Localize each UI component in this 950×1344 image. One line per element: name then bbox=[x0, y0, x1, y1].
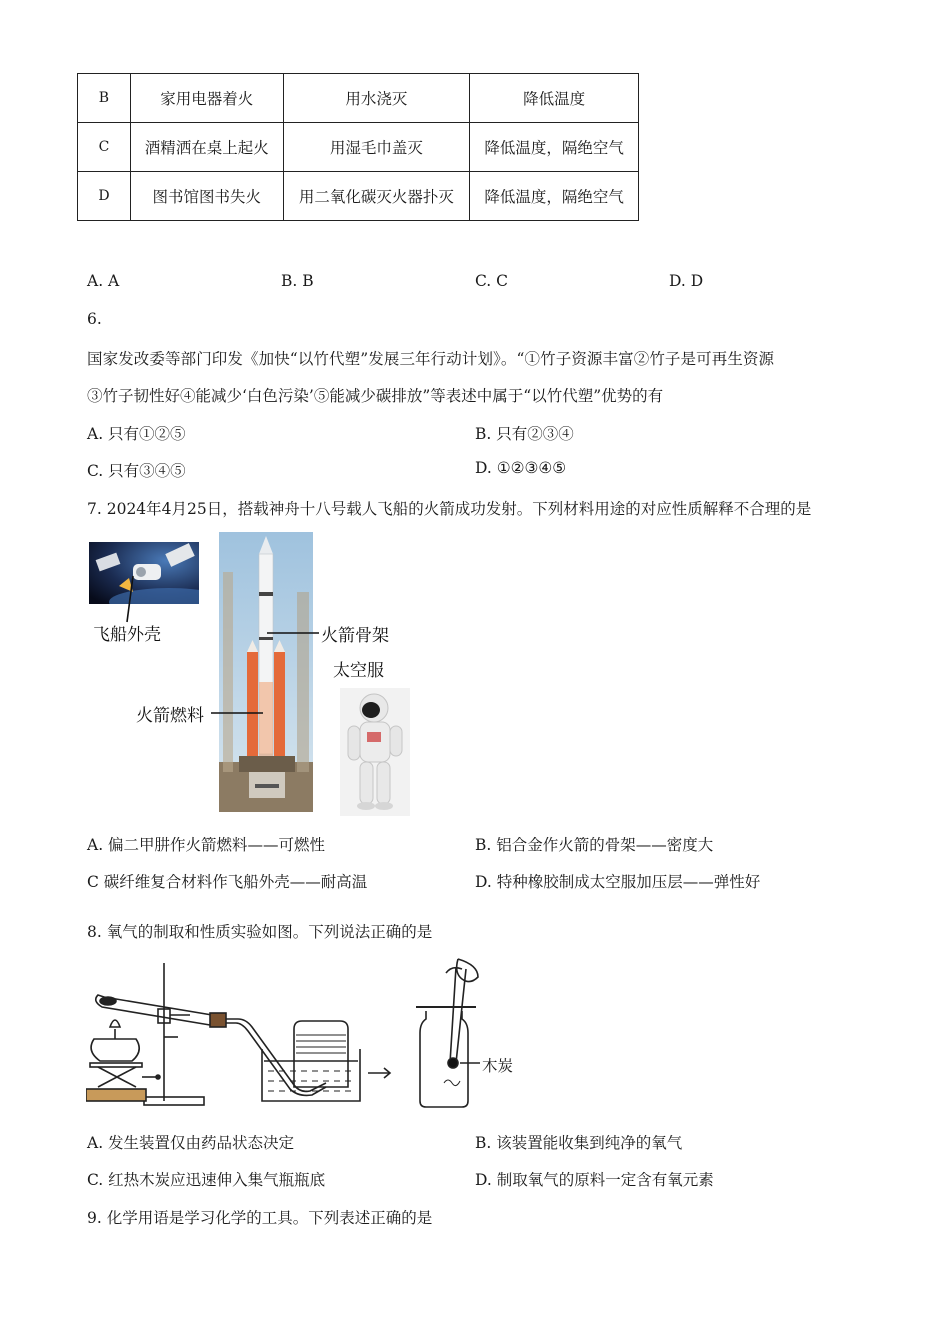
q6-option-a[interactable]: A. 只有①②⑤ bbox=[87, 425, 186, 443]
q7-option-b[interactable]: B. 铝合金作火箭的骨架——密度大 bbox=[475, 836, 714, 854]
q6-stem-line2: ③竹子韧性好④能减少‘白色污染’⑤能减少碳排放”等表述中属于“以竹代塑”优势的有 bbox=[87, 387, 664, 405]
options-table bbox=[77, 73, 639, 221]
q6-stem-line1: 国家发改委等部门印发《加快“以竹代塑”发展三年行动计划》。“①竹子资源丰富②竹子是可再生资源 bbox=[87, 350, 775, 368]
table-cell: C bbox=[78, 123, 131, 172]
label-charcoal: 木炭 bbox=[482, 1057, 514, 1075]
table-cell: 用湿毛巾盖灭 bbox=[283, 123, 470, 172]
q7-option-a[interactable]: A. 偏二甲肼作火箭燃料——可燃性 bbox=[87, 836, 326, 854]
table-cell: 降低温度，隔绝空气 bbox=[470, 172, 639, 221]
q7-stem: 7. 2024年4月25日，搭载神舟十八号载人飞船的火箭成功发射。下列材料用途的对应性质解释不合理的是 bbox=[87, 500, 812, 518]
q8-stem: 8. 氧气的制取和性质实验如图。下列说法正确的是 bbox=[87, 923, 433, 941]
table-cell: 家用电器着火 bbox=[130, 74, 283, 123]
astronaut-photo bbox=[340, 688, 410, 816]
q6-option-c[interactable]: C. 只有③④⑤ bbox=[87, 462, 186, 480]
q7-option-d[interactable]: D. 特种橡胶制成太空服加压层——弹性好 bbox=[475, 873, 761, 891]
table-cell: 降低温度 bbox=[470, 74, 639, 123]
table-cell: 降低温度，隔绝空气 bbox=[470, 123, 639, 172]
q5-option-a[interactable]: A. A bbox=[87, 272, 120, 290]
q8-option-a[interactable]: A. 发生装置仅由药品状态决定 bbox=[87, 1134, 295, 1152]
label-fuel: 火箭燃料 bbox=[136, 706, 204, 726]
table-row bbox=[78, 123, 639, 172]
table-row bbox=[78, 172, 639, 221]
table-cell: 图书馆图书失火 bbox=[130, 172, 283, 221]
q6-number: 6. bbox=[87, 310, 102, 328]
table-cell: 用水浇灭 bbox=[283, 74, 470, 123]
q5-option-b[interactable]: B. B bbox=[281, 272, 314, 290]
table-row bbox=[78, 74, 639, 123]
label-suit: 太空服 bbox=[333, 661, 384, 681]
q7-option-c[interactable]: C 碳纤维复合材料作飞船外壳——耐高温 bbox=[87, 873, 368, 891]
q8-option-b[interactable]: B. 该装置能收集到纯净的氧气 bbox=[475, 1134, 683, 1152]
label-shell: 飞船外壳 bbox=[93, 625, 161, 645]
rocket-figure bbox=[87, 530, 417, 820]
table-cell: 用二氧化碳灭火器扑灭 bbox=[283, 172, 470, 221]
q9-stem: 9. 化学用语是学习化学的工具。下列表述正确的是 bbox=[87, 1209, 433, 1227]
q6-option-b[interactable]: B. 只有②③④ bbox=[475, 425, 574, 443]
table-cell: 酒精洒在桌上起火 bbox=[130, 123, 283, 172]
table-cell: B bbox=[78, 74, 131, 123]
q6-option-d[interactable]: D. ①②③④⑤ bbox=[475, 459, 567, 477]
q5-option-c[interactable]: C. C bbox=[475, 272, 509, 290]
q8-option-d[interactable]: D. 制取氧气的原料一定含有氧元素 bbox=[475, 1171, 714, 1189]
q8-option-c[interactable]: C. 红热木炭应迅速伸入集气瓶瓶底 bbox=[87, 1171, 326, 1189]
table-cell: D bbox=[78, 172, 131, 221]
q5-option-d[interactable]: D. D bbox=[669, 272, 704, 290]
label-frame: 火箭骨架 bbox=[321, 626, 389, 646]
oxygen-apparatus-figure bbox=[86, 955, 526, 1110]
